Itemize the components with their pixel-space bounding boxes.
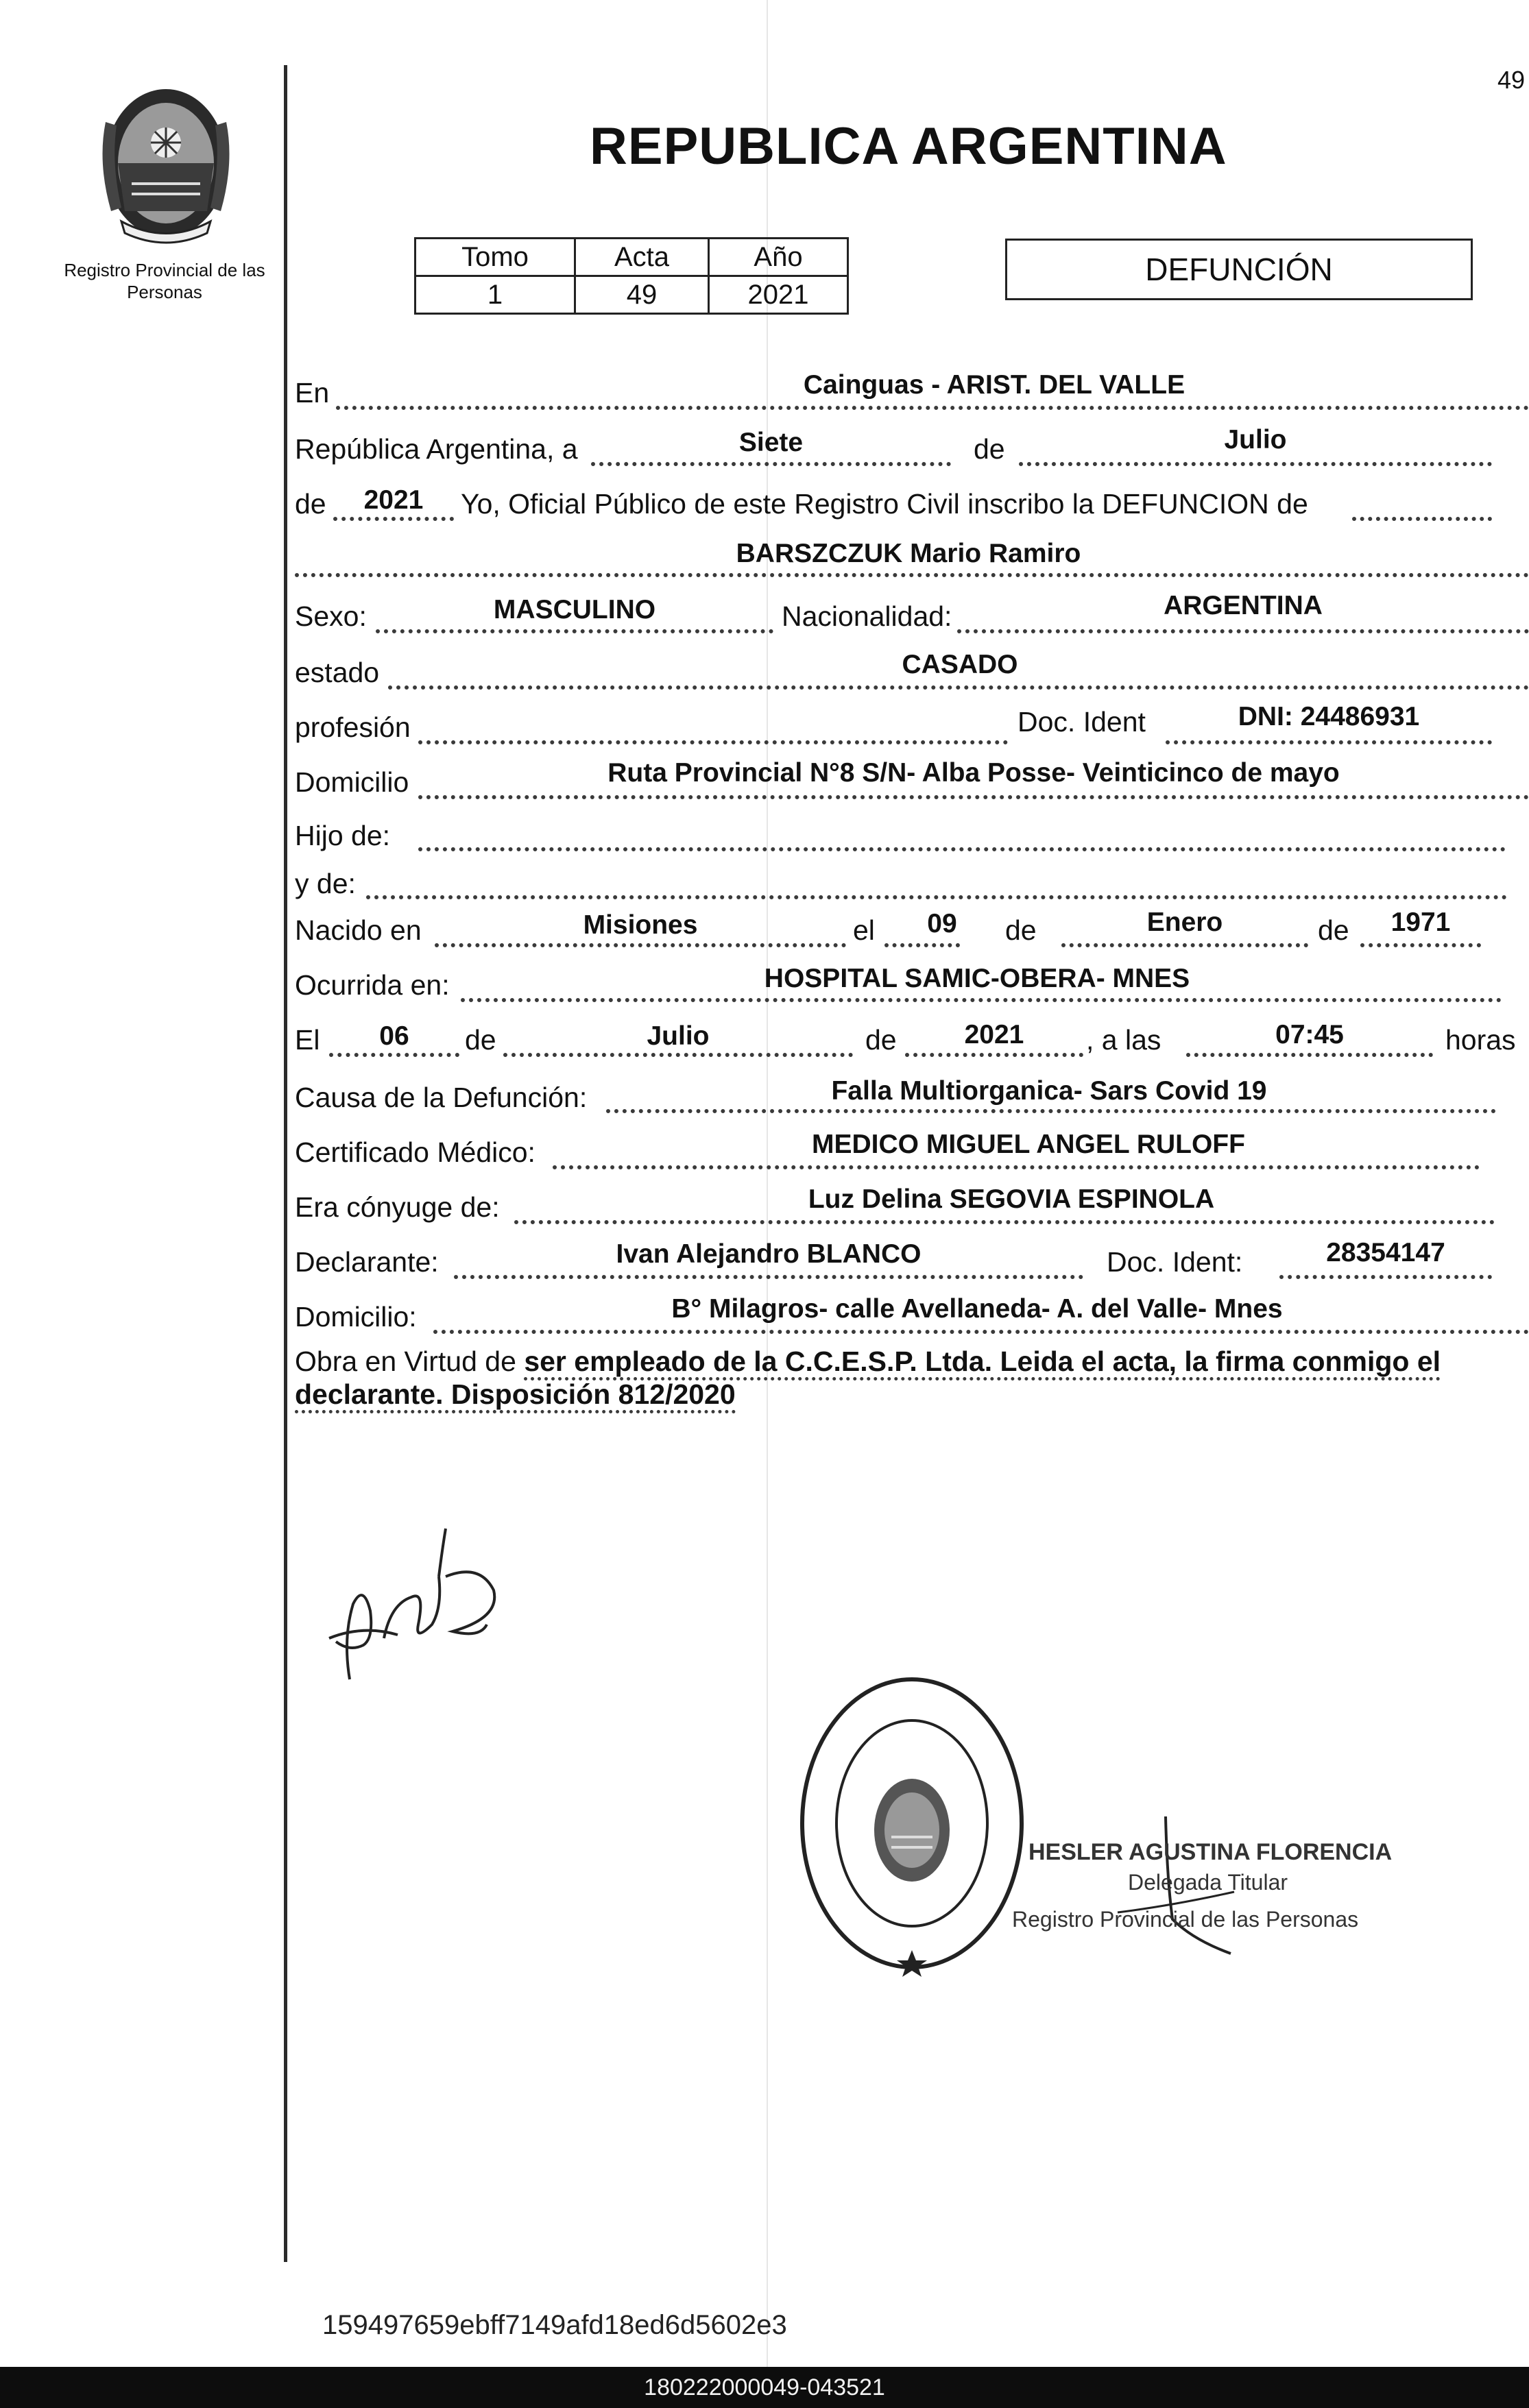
obra-text-value: ser empleado de la C.C.E.S.P. Ltda. Leida el acta, la firma conmigo el declarante. Disposición 812/2020 xyxy=(295,1346,1441,1413)
birth-year-value: 1971 xyxy=(1390,908,1451,937)
dotted-line xyxy=(376,629,773,633)
page-number: 49 xyxy=(1497,66,1525,94)
dotted-line xyxy=(336,406,1529,410)
label-de: de xyxy=(465,1024,496,1056)
label-de: de xyxy=(1005,914,1037,946)
label-el-cap: El xyxy=(295,1024,320,1056)
officer-role: Delegada Titular xyxy=(1128,1870,1288,1895)
declarant-signature xyxy=(322,1522,521,1707)
label-obra: Obra en Virtud de xyxy=(295,1346,516,1377)
deceased-name-value: BARSZCZUK Mario Ramiro xyxy=(736,539,1081,568)
dotted-line xyxy=(503,1053,853,1057)
label-y-de: y de: xyxy=(295,868,356,899)
place-value: Cainguas - ARIST. DEL VALLE xyxy=(803,370,1185,400)
dotted-line xyxy=(553,1165,1480,1169)
dotted-line xyxy=(329,1053,459,1057)
dotted-line xyxy=(1061,943,1308,947)
dotted-line xyxy=(1352,517,1492,521)
dotted-line xyxy=(1279,1275,1492,1279)
dotted-line xyxy=(433,1330,1529,1334)
doctor-value: MEDICO MIGUEL ANGEL RULOFF xyxy=(812,1130,1245,1159)
label-de: de xyxy=(974,433,1005,465)
label-doc-ident-2: Doc. Ident: xyxy=(1107,1246,1243,1278)
death-month-value: Julio xyxy=(647,1021,710,1051)
birth-month-value: Enero xyxy=(1146,908,1223,937)
paper-fold xyxy=(767,0,768,2367)
dotted-line xyxy=(418,795,1529,799)
year-value: 2021 xyxy=(363,485,424,515)
dotted-line xyxy=(905,1053,1083,1057)
dotted-line xyxy=(461,998,1502,1002)
label-doc-ident: Doc. Ident xyxy=(1018,706,1146,738)
registry-header-tomo: Tomo xyxy=(416,239,575,276)
declarant-doc-value: 28354147 xyxy=(1326,1238,1445,1267)
label-a-las: , a las xyxy=(1086,1024,1161,1056)
registry-table xyxy=(414,237,849,315)
doc-id-value: DNI: 24486931 xyxy=(1238,702,1420,731)
day-value: Siete xyxy=(738,428,804,457)
dotted-line xyxy=(591,462,951,466)
label-domicilio: Domicilio xyxy=(295,766,409,798)
label-el: el xyxy=(853,914,875,946)
registry-header-ano: Año xyxy=(709,239,848,276)
dotted-line xyxy=(418,740,1008,744)
label-en: En xyxy=(295,377,330,409)
official-stamp xyxy=(788,1666,1035,1988)
margin-rule xyxy=(284,65,287,2262)
month-value: Julio xyxy=(1224,425,1287,454)
dotted-line xyxy=(418,847,1506,851)
barcode-strip: 180222000049-043521 xyxy=(0,2367,1529,2408)
dotted-line xyxy=(957,629,1529,633)
document-type-box: DEFUNCIÓN xyxy=(1005,239,1473,300)
registry-value-acta: 49 xyxy=(575,276,709,314)
marital-status-value: CASADO xyxy=(902,650,1018,679)
registry-value-tomo: 1 xyxy=(416,276,575,314)
dotted-line xyxy=(1166,740,1492,744)
dotted-line xyxy=(884,943,960,947)
label-conyuge: Era cónyuge de: xyxy=(295,1191,500,1223)
label-domicilio-2: Domicilio: xyxy=(295,1301,417,1333)
officer-org: Registro Provincial de las Personas xyxy=(1012,1907,1359,1932)
cause-value: Falla Multiorganica- Sars Covid 19 xyxy=(831,1076,1267,1106)
page-title: REPUBLICA ARGENTINA xyxy=(590,117,1227,175)
registry-value-ano: 2021 xyxy=(709,276,848,314)
death-year-value: 2021 xyxy=(964,1020,1024,1049)
spouse-value: Luz Delina SEGOVIA ESPINOLA xyxy=(808,1184,1215,1214)
declarant-address-value: B° Milagros- calle Avellaneda- A. del Valle- Mnes xyxy=(671,1294,1283,1324)
label-nacionalidad: Nacionalidad: xyxy=(782,600,952,632)
label-yo-text: Yo, Oficial Público de este Registro Civil inscribo la DEFUNCION de xyxy=(461,488,1308,520)
officer-name: HESLER AGUSTINA FLORENCIA xyxy=(1028,1839,1393,1865)
document-hash: 159497659ebff7149afd18ed6d5602e3 xyxy=(322,2310,787,2340)
dotted-line xyxy=(366,895,1507,899)
label-nacido-en: Nacido en xyxy=(295,914,422,946)
dotted-line xyxy=(1360,943,1481,947)
label-estado: estado xyxy=(295,657,380,688)
dotted-line xyxy=(388,685,1529,690)
death-place-value: HOSPITAL SAMIC-OBERA- MNES xyxy=(764,964,1190,993)
label-profesion: profesión xyxy=(295,712,411,743)
sex-value: MASCULINO xyxy=(493,595,656,624)
province-seal-icon xyxy=(91,81,241,245)
label-sexo: Sexo: xyxy=(295,600,367,632)
death-day-value: 06 xyxy=(379,1021,409,1051)
dotted-line xyxy=(606,1109,1496,1113)
dotted-line xyxy=(295,573,1529,577)
label-certificado: Certificado Médico: xyxy=(295,1136,535,1168)
label-ocurrida-en: Ocurrida en: xyxy=(295,969,450,1001)
nationality-value: ARGENTINA xyxy=(1164,591,1323,620)
declarant-value: Ivan Alejandro BLANCO xyxy=(616,1239,922,1269)
dotted-line xyxy=(1186,1053,1433,1057)
label-republica: República Argentina, a xyxy=(295,433,578,465)
address-value: Ruta Provincial N°8 S/N- Alba Posse- Veinticinco de mayo xyxy=(607,758,1340,788)
birth-place-value: Misiones xyxy=(583,910,698,940)
registry-header-acta: Acta xyxy=(575,239,709,276)
label-horas: horas xyxy=(1445,1024,1516,1056)
label-de: de xyxy=(865,1024,897,1056)
label-hijo-de: Hijo de: xyxy=(295,820,391,851)
birth-day-value: 09 xyxy=(927,909,957,938)
dotted-line xyxy=(454,1275,1083,1279)
label-de: de xyxy=(1318,914,1349,946)
dotted-line xyxy=(514,1220,1495,1224)
obra-en-virtud xyxy=(295,1345,1528,1411)
death-time-value: 07:45 xyxy=(1275,1020,1344,1049)
label-declarante: Declarante: xyxy=(295,1246,439,1278)
dotted-line xyxy=(435,943,846,947)
dotted-line xyxy=(333,517,454,521)
org-name: Registro Provincial de las Personas xyxy=(64,260,265,302)
label-de: de xyxy=(295,488,326,520)
dotted-line xyxy=(1019,462,1492,466)
label-causa: Causa de la Defunción: xyxy=(295,1082,588,1113)
